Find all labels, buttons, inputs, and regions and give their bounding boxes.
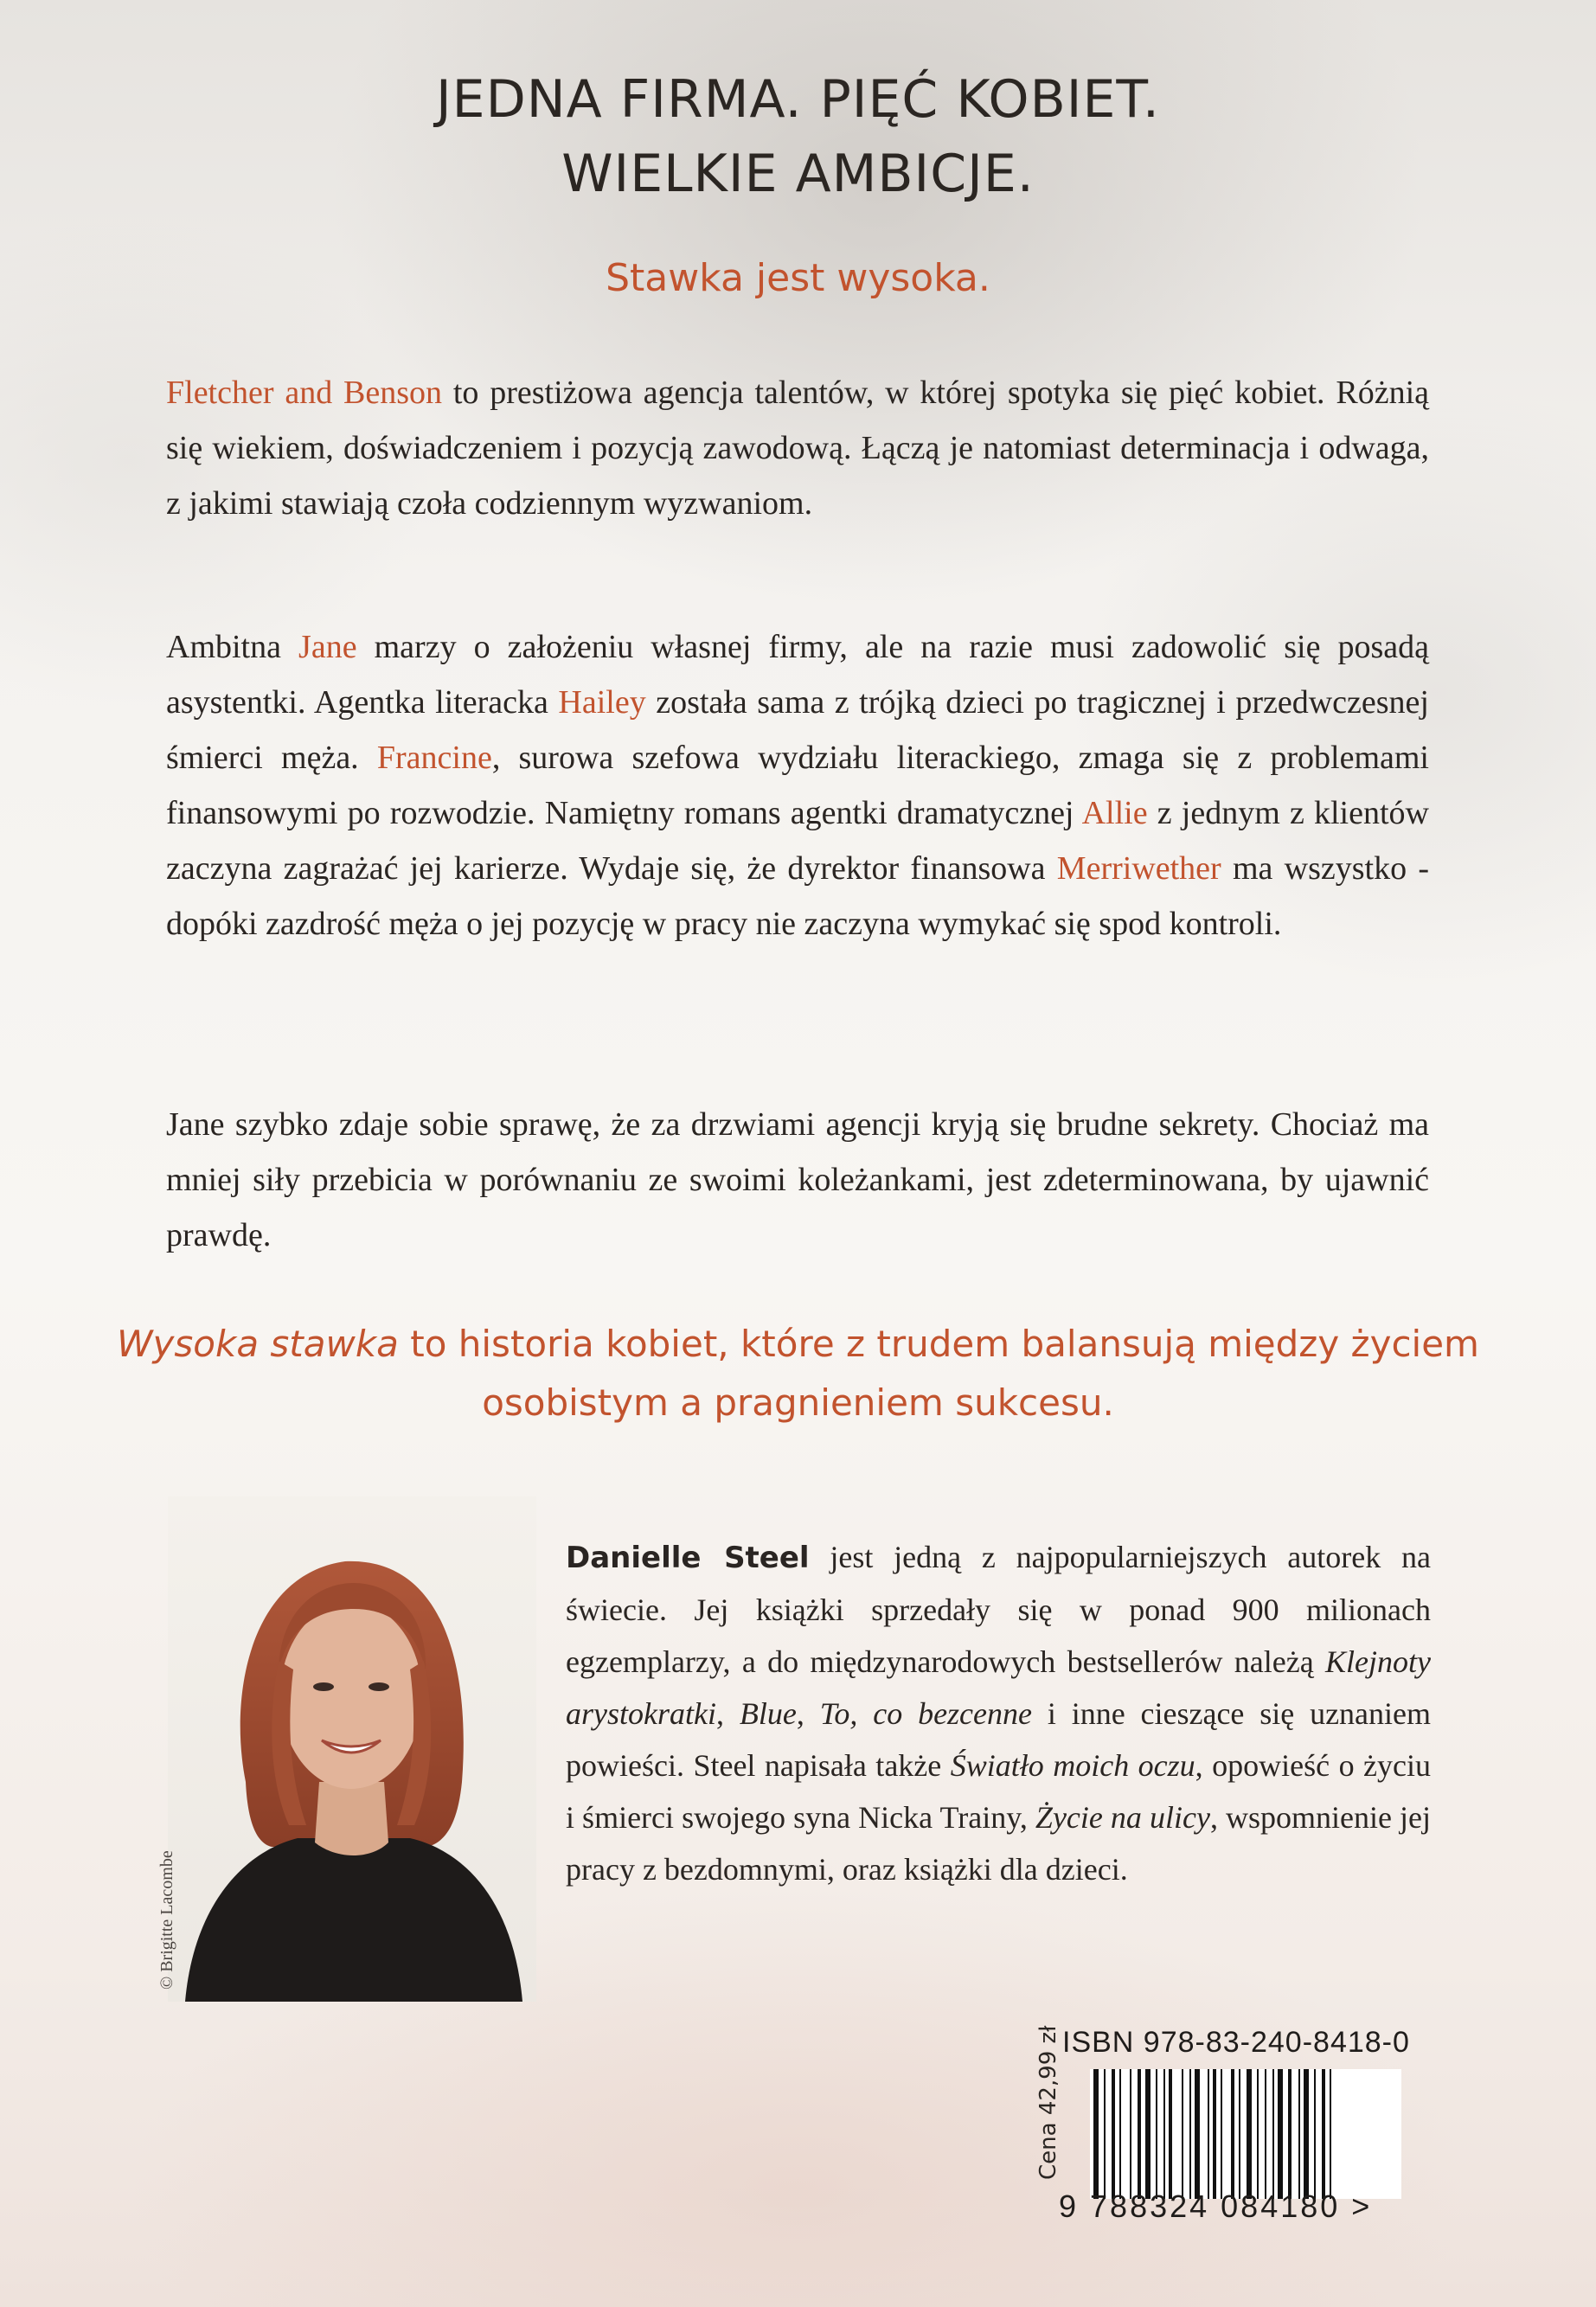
character-name-hailey: Hailey [558,684,646,721]
tagline [104,1315,1492,1432]
character-name-jane: Jane [298,629,357,665]
bio-text: , [715,1696,740,1731]
blurb-paragraph-1 [166,365,1429,531]
author-photo [168,1496,536,2002]
bio-text: , wspomnienie jej pracy z bezdomnymi, oraz książki dla dzieci. [566,1800,1432,1887]
paragraph-text: została sama z trójką dzieci po tragicznej i przedwczesnej śmierci męża. [166,684,1429,776]
bio-text: , [796,1696,820,1731]
barcode-digits: 9 788324 084180 > [1059,2188,1373,2224]
paragraph-text: to prestiżowa agencja talentów, w której spotyka się pięć kobiet. Różnią się wiekiem, doświadczeniem i pozycją zawodową. Łączą je natomiast determinacja i odwaga, z jakimi stawiają czoła codziennym wyzwaniom. [166,375,1430,522]
tagline-text: to historia kobiet, które z trudem balansują między życiem osobistym a pragnieniem sukcesu. [398,1323,1479,1424]
bio-text: jest jedną z najpopularniejszych autorek na świecie. Jej książki sprzedały się w ponad 900 milionach egzemplarzy, a do międzynarodowych bestsellerów należą [566,1540,1431,1679]
book-title: Klejnoty arystokratki [566,1644,1431,1731]
book-title: To, co bezcenne [819,1696,1032,1731]
author-bio [566,1531,1431,1895]
price-label: Cena 42,99 zł [1035,2025,1061,2180]
paragraph-text: marzy o założeniu własnej firmy, ale na razie musi zadowolić się posadą asystentki. Agentka literacka [166,629,1430,721]
paragraph-text: ma wszystko - dopóki zazdrość męża o jej pozycję w pracy nie zaczyna wymykać się spod kontroli. [166,850,1429,942]
isbn-label: ISBN 978-83-240-8418-0 [1062,2026,1410,2059]
character-name-merriwether: Merriwether [1056,850,1221,887]
barcode-icon [1090,2069,1401,2199]
paragraph-text: , surowa szefowa wydziału literackiego, zmaga się z problemami finansowymi po rozwodzie. Namiętny romans agentki dramatycznej [166,740,1429,831]
book-title: Światło moich oczu [950,1748,1195,1783]
paragraph-text: z jednym z klientów zaczyna zagrażać jej karierze. Wydaje się, że dyrektor finansowa [166,795,1429,887]
subheading: Stawka jest wysoka. [606,256,990,300]
photo-credit: © Brigitte Lacombe [157,1850,176,1990]
headline-line-2: WIELKIE AMBICJE. [561,144,1035,204]
book-title: Wysoka stawka [117,1323,399,1365]
company-name: Fletcher and Benson [166,375,443,411]
blurb-paragraph-2 [166,619,1429,952]
barcode [1090,2069,1401,2199]
book-title: Blue [739,1696,797,1731]
author-name: Danielle Steel [566,1541,810,1575]
headline-line-1: JEDNA FIRMA. PIĘĆ KOBIET. [435,69,1161,130]
blurb-paragraph-3: Jane szybko zdaje sobie sprawę, że za drzwiami agencji kryją się brudne sekrety. Chociaż ma mniej siły przebicia w porównaniu ze swoimi koleżankami, jest zdeterminowana, by ujawnić prawdę. [166,1106,1429,1253]
headline [0,62,1596,211]
paragraph-text: Ambitna [166,629,299,665]
character-name-allie: Allie [1081,795,1148,831]
bio-text: i inne cieszące się uznaniem powieści. Steel napisała także [566,1696,1432,1783]
book-title: Życie na ulicy [1035,1800,1210,1835]
bio-text: , opowieść o życiu i śmierci swojego syna Nicka Trainy, [566,1748,1432,1835]
character-name-francine: Francine [376,740,492,776]
